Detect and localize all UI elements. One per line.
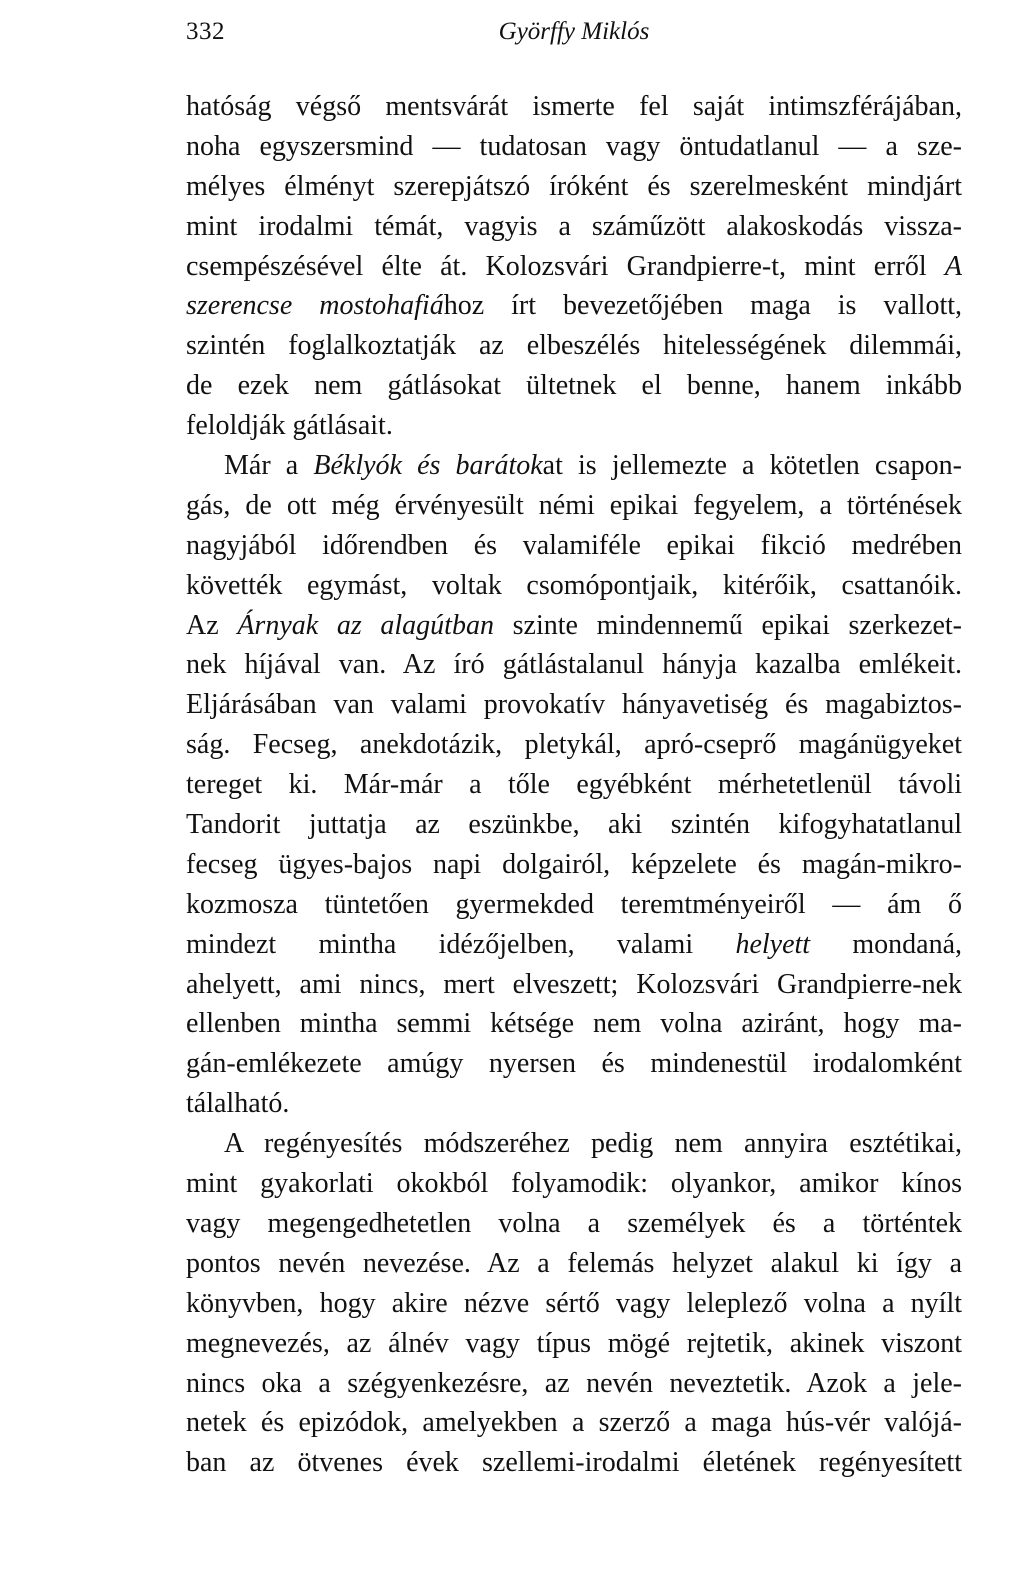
page-number: 332 bbox=[186, 18, 225, 45]
text-segment: mélyes élményt szerepjátszó íróként és szerelmesként mindjárt bbox=[186, 170, 962, 202]
text-line bbox=[186, 167, 962, 207]
text-line bbox=[186, 885, 962, 925]
text-line bbox=[186, 286, 962, 326]
text-segment: ellenben mintha semmi kétsége nem volna aziránt, hogy ma- bbox=[186, 1008, 962, 1040]
running-head bbox=[186, 18, 962, 54]
text-line bbox=[186, 606, 962, 646]
text-line bbox=[186, 526, 962, 566]
text-line bbox=[186, 1244, 962, 1284]
text-line bbox=[186, 127, 962, 167]
text-segment: Eljárásában van valami provokatív hányavetiség és magabiztos- bbox=[186, 689, 962, 721]
text-segment: A regényesítés módszeréhez pedig nem annyira esztétikai, bbox=[224, 1128, 962, 1160]
text-segment: könyvben, hogy akire nézve sértő vagy leleplező volna a nyílt bbox=[186, 1287, 962, 1319]
text-segment: szinte mindennemű epikai szerkezet- bbox=[493, 609, 962, 641]
text-segment: ahelyett, ami nincs, mert elveszett; Kolozsvári Grandpierre-nek bbox=[186, 968, 962, 1000]
text-segment: kozmosza tüntetően gyermekded teremtményeiről — ám ő bbox=[186, 888, 962, 920]
text-segment: nincs oka a szégyenkezésre, az nevén neveztetik. Azok a jele- bbox=[186, 1367, 962, 1399]
text-line bbox=[186, 1204, 962, 1244]
text-line bbox=[186, 1164, 962, 1204]
italic-title-text: helyett bbox=[735, 928, 811, 960]
text-segment: mint gyakorlati okokból folyamodik: olyankor, amikor kínos bbox=[186, 1168, 962, 1200]
text-segment: hatóság végső mentsvárát ismerte fel saját intimszférájában, bbox=[186, 91, 962, 122]
text-segment: netek és epizódok, amelyekben a szerző a maga hús-vér valójá- bbox=[186, 1407, 962, 1439]
text-segment: nagyjából időrendben és valamiféle epikai fikció medrében bbox=[186, 529, 962, 561]
text-segment: feloldják gátlásait. bbox=[186, 410, 393, 442]
text-line bbox=[186, 1324, 962, 1364]
text-line bbox=[186, 645, 962, 685]
text-segment: de ezek nem gátlásokat ültetnek el benne, hanem inkább bbox=[186, 370, 962, 402]
text-segment: csempészésével élte át. Kolozsvári Grandpierre-t, mint erről bbox=[186, 250, 945, 282]
text-line bbox=[186, 1004, 962, 1044]
body-text bbox=[186, 87, 962, 1483]
text-line bbox=[186, 805, 962, 845]
italic-title-text: szerencse mostohafiá bbox=[186, 290, 444, 322]
text-segment: mindezt mintha idézőjelben, valami bbox=[186, 928, 736, 960]
text-line bbox=[186, 207, 962, 247]
text-line bbox=[186, 1364, 962, 1404]
text-line bbox=[186, 925, 962, 965]
text-line bbox=[186, 1443, 962, 1483]
text-line bbox=[186, 566, 962, 606]
text-line bbox=[186, 366, 962, 406]
text-line bbox=[186, 446, 962, 486]
text-segment: Már a bbox=[224, 450, 314, 482]
text-segment: követték egymást, voltak csomópontjaik, kitérőik, csattanóik. bbox=[186, 569, 962, 601]
text-segment: megnevezés, az álnév vagy típus mögé rejtetik, akinek viszont bbox=[186, 1327, 962, 1359]
italic-title-text: A bbox=[944, 250, 962, 282]
text-line bbox=[186, 765, 962, 805]
text-segment: ság. Fecseg, anekdotázik, pletykál, apró-cseprő magánügyeket bbox=[186, 729, 962, 761]
text-segment: gán-emlékezete amúgy nyersen és mindenestül irodalomként bbox=[186, 1048, 962, 1080]
text-line bbox=[186, 1084, 962, 1124]
text-line bbox=[186, 1403, 962, 1443]
text-segment: pontos nevén nevezése. Az a felemás helyzet alakul ki így a bbox=[186, 1247, 962, 1279]
text-line bbox=[186, 845, 962, 885]
text-segment: szintén foglalkoztatják az elbeszélés hitelességének dilemmái, bbox=[186, 330, 962, 362]
text-line bbox=[186, 326, 962, 366]
text-segment: Az bbox=[186, 609, 238, 641]
text-segment: nek híjával van. Az író gátlástalanul hányja kazalba emlékeit. bbox=[186, 649, 962, 681]
text-line bbox=[186, 1124, 962, 1164]
running-title: Györffy Miklós bbox=[498, 18, 650, 45]
text-line bbox=[186, 486, 962, 526]
text-line bbox=[186, 1284, 962, 1324]
text-line bbox=[186, 87, 962, 127]
text-line bbox=[186, 406, 962, 446]
italic-title-text: Béklyók és barátok bbox=[313, 450, 543, 482]
text-line bbox=[186, 685, 962, 725]
text-segment: fecseg ügyes-bajos napi dolgairól, képzelete és magán-mikro- bbox=[186, 848, 962, 880]
text-line bbox=[186, 247, 962, 287]
text-segment: hoz írt bevezetőjében maga is vallott, bbox=[443, 290, 962, 322]
text-segment: Tandorit juttatja az eszünkbe, aki szintén kifogyhatatlanul bbox=[186, 809, 962, 841]
text-segment: ban az ötvenes évek szellemi-irodalmi életének regényesített bbox=[186, 1447, 962, 1479]
text-line bbox=[186, 1044, 962, 1084]
italic-title-text: Árnyak az alagútban bbox=[237, 609, 494, 641]
text-segment: mondaná, bbox=[810, 928, 963, 960]
text-segment: at is jellemezte a kötetlen csapon- bbox=[542, 450, 962, 482]
text-line bbox=[186, 965, 962, 1005]
text-segment: mint irodalmi témát, vagyis a száműzött alakoskodás vissza- bbox=[186, 210, 962, 242]
text-line bbox=[186, 725, 962, 765]
text-segment: gás, de ott még érvényesült némi epikai fegyelem, a történések bbox=[186, 489, 962, 521]
text-segment: tereget ki. Már-már a tőle egyébként mérhetetlenül távoli bbox=[186, 769, 962, 801]
text-segment: noha egyszersmind — tudatosan vagy öntudatlanul — a sze- bbox=[186, 130, 962, 162]
text-segment: tálalható. bbox=[186, 1088, 290, 1120]
text-segment: vagy megengedhetetlen volna a személyek és a történtek bbox=[186, 1207, 962, 1239]
